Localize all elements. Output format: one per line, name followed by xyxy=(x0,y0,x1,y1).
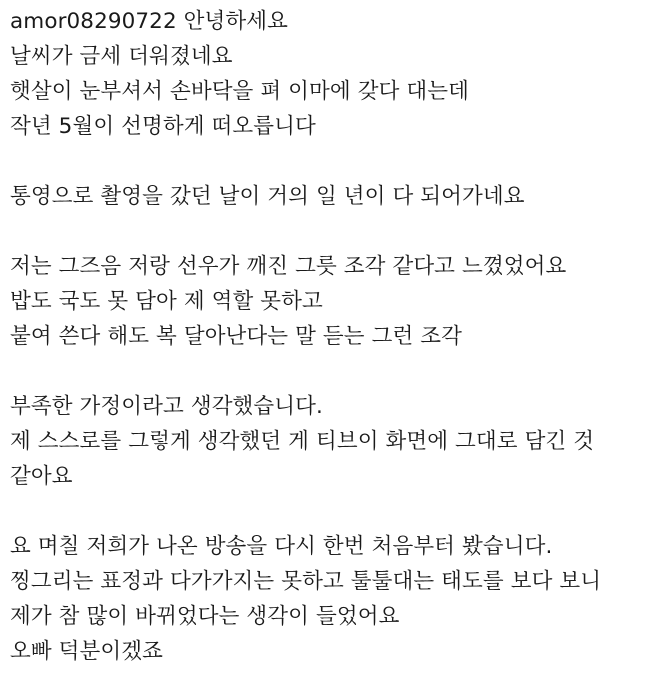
text-line: 밥도 국도 못 담아 제 역할 못하고 xyxy=(10,289,323,314)
blank-line xyxy=(10,354,660,389)
text-line: 찡그리는 표정과 다가가지는 못하고 툴툴대는 태도를 보다 보니 xyxy=(10,569,602,594)
text-line: 햇살이 눈부셔서 손바닥을 펴 이마에 갖다 대는데 xyxy=(10,79,469,104)
text-line: 부족한 가정이라고 생각했습니다. xyxy=(10,394,323,419)
text-line: 저는 그즈음 저랑 선우가 깨진 그릇 조각 같다고 느꼈었어요 xyxy=(10,254,567,279)
blank-line xyxy=(10,214,660,249)
text-line: 요 며칠 저희가 나온 방송을 다시 한번 처음부터 봤습니다. xyxy=(10,534,553,559)
blank-line xyxy=(10,494,660,529)
text-line: 제 스스로를 그렇게 생각했던 게 티브이 화면에 그대로 담긴 것 xyxy=(10,429,595,454)
text-line: 같아요 xyxy=(10,464,73,489)
text-line: 날씨가 금세 더워졌네요 xyxy=(10,44,233,69)
letter-body xyxy=(10,4,660,669)
text-line: 붙여 쓴다 해도 복 달아난다는 말 듣는 그런 조각 xyxy=(10,324,462,349)
greeting-line: amor08290722 안녕하세요 xyxy=(10,9,289,34)
blank-line xyxy=(10,144,660,179)
closing-line: 오빠 덕분이겠죠 xyxy=(10,639,164,664)
text-line: 제가 참 많이 바뀌었다는 생각이 들었어요 xyxy=(10,604,400,629)
text-line: 작년 5월이 선명하게 떠오릅니다 xyxy=(10,114,316,139)
text-line: 통영으로 촬영을 갔던 날이 거의 일 년이 다 되어가네요 xyxy=(10,184,525,209)
